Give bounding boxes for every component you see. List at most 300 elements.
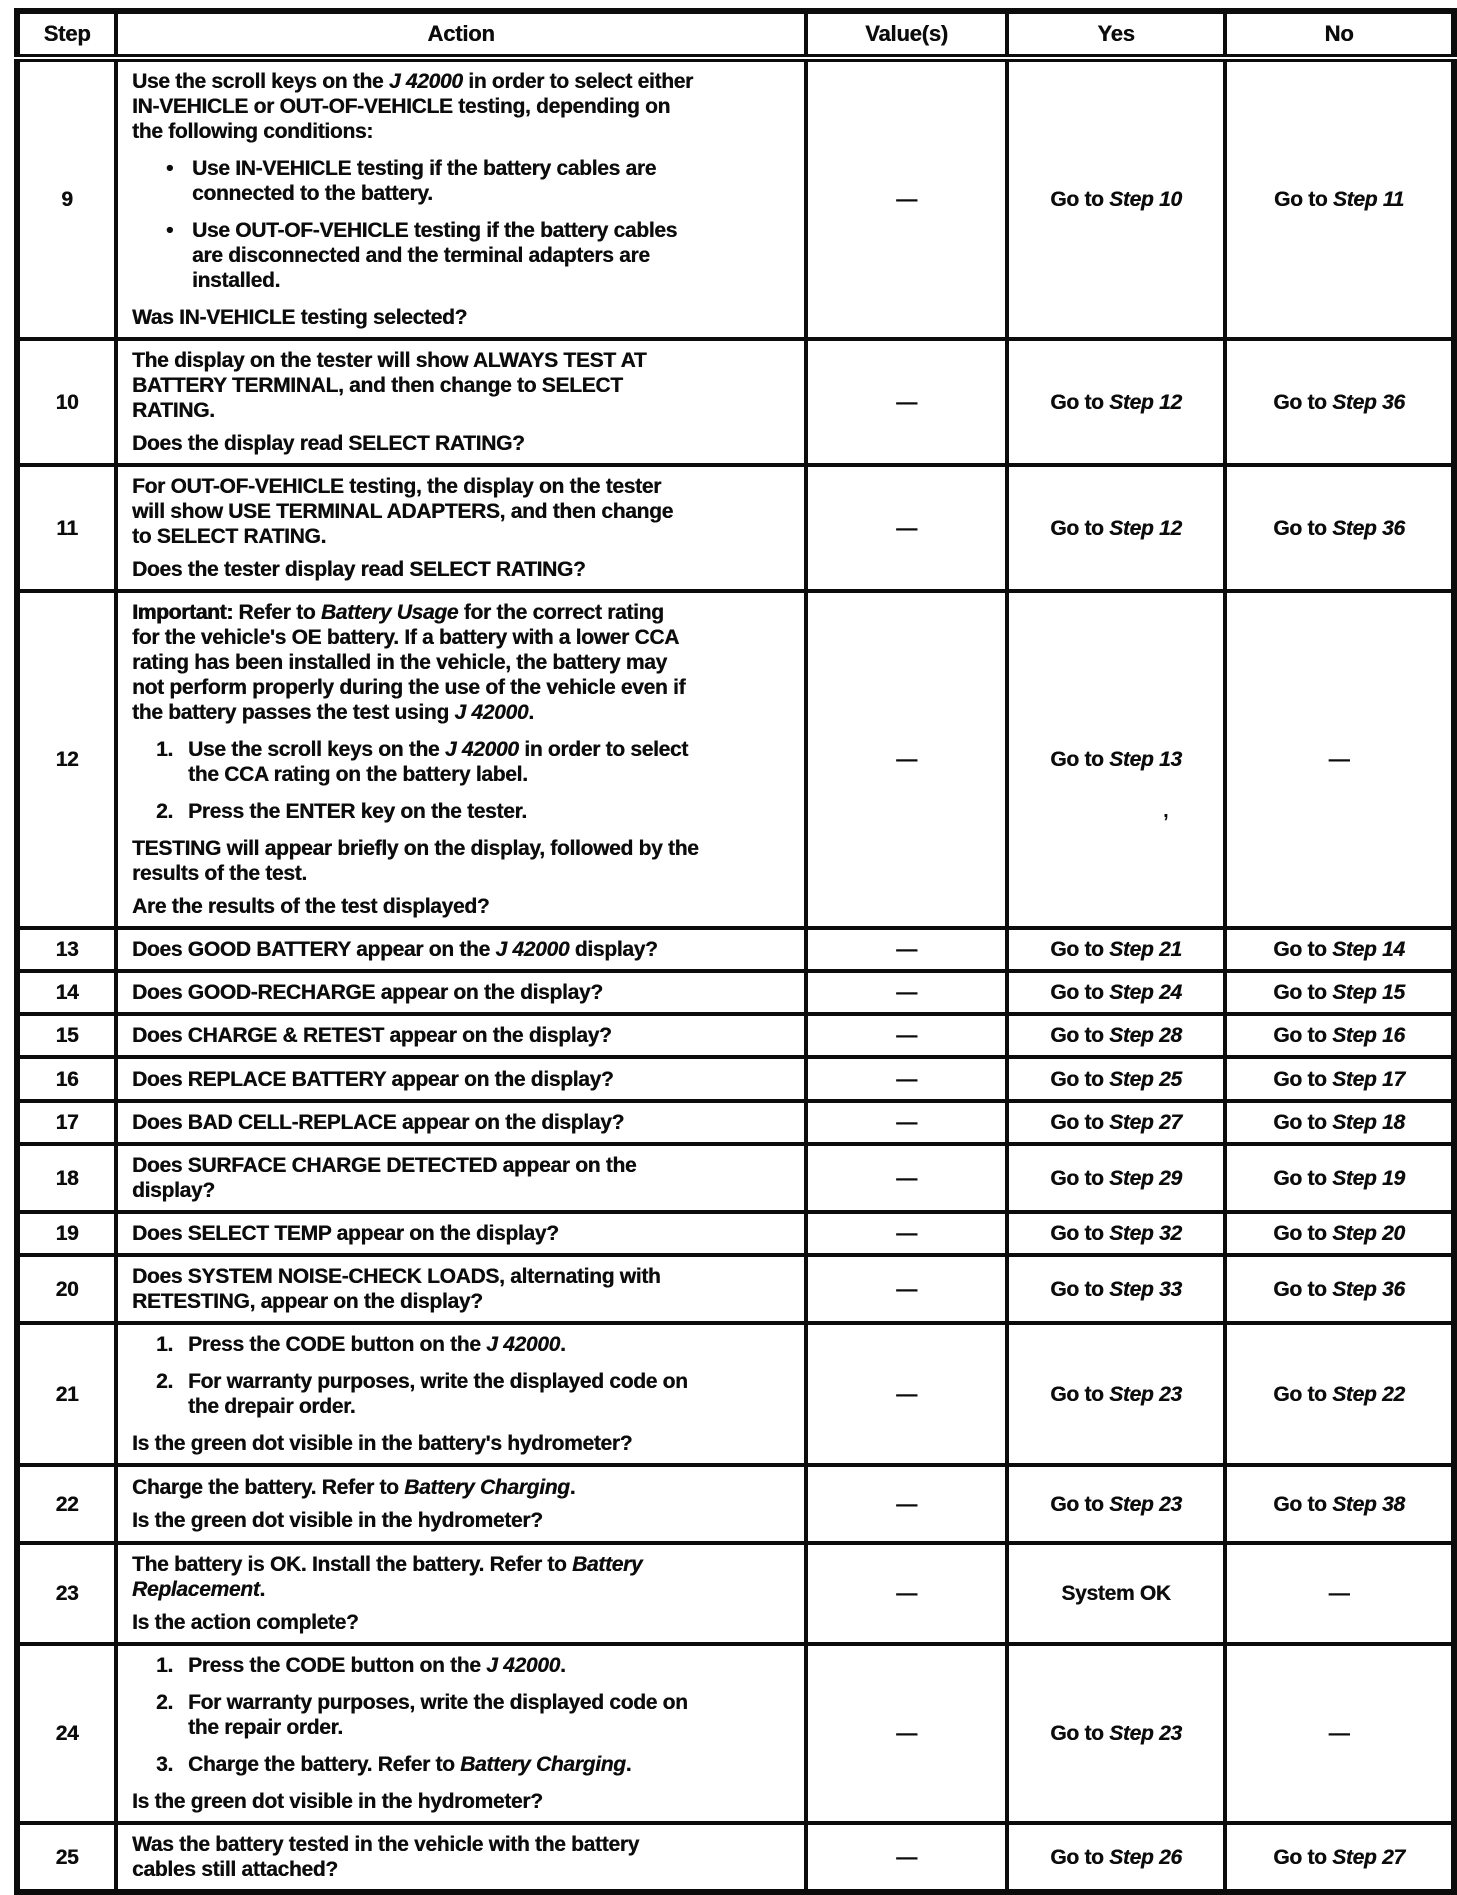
- numbered-item: [132, 737, 796, 787]
- text-segment: Go to: [1050, 1067, 1110, 1091]
- action-paragraph: [132, 937, 796, 962]
- text-segment: IN-VEHICLE or OUT-OF-VEHICLE testing, depending on: [132, 95, 670, 118]
- action-cell: [116, 591, 806, 928]
- text-segment: Go to: [1050, 748, 1110, 771]
- text-segment: Is the action complete?: [132, 1611, 359, 1634]
- list-item-text: [188, 1752, 796, 1777]
- text-segment: Does CHARGE & RETEST appear on the display?: [132, 1024, 612, 1047]
- text-segment: —: [896, 1111, 917, 1134]
- action-cell: [116, 1543, 806, 1644]
- text-segment: The battery is OK. Install the battery. Refer to: [132, 1553, 573, 1576]
- text-segment: Go to: [1050, 938, 1110, 961]
- text-segment: for the vehicle's OE battery. If a battery with a lower CCA: [132, 626, 680, 649]
- action-cell: [116, 928, 806, 971]
- text-segment: J 42000: [486, 1654, 560, 1677]
- number-marker: 1.: [156, 1654, 173, 1677]
- yes-cell: [1007, 1101, 1225, 1144]
- text-segment: will show USE TERMINAL ADAPTERS, and then change: [132, 500, 673, 523]
- text-segment: Go to: [1273, 938, 1333, 961]
- text-segment: Step 25: [1109, 1067, 1182, 1091]
- action-paragraph: [132, 1475, 796, 1500]
- text-segment: Replacement: [132, 1578, 260, 1601]
- table-row-step-21: [17, 1323, 1454, 1465]
- no-cell: [1225, 1057, 1454, 1101]
- text-segment: Important:: [132, 601, 233, 624]
- text-segment: Does BAD CELL-REPLACE appear on the display?: [132, 1111, 625, 1134]
- table-row-step-15: [17, 1014, 1454, 1057]
- text-segment: in order to select: [518, 738, 689, 761]
- step-cell: 17: [17, 1101, 116, 1144]
- text-segment: Go to: [1273, 1024, 1333, 1047]
- action-cell: [116, 1323, 806, 1465]
- text-segment: Go to: [1273, 981, 1333, 1004]
- text-segment: installed.: [192, 269, 281, 292]
- step-cell: 22: [17, 1465, 116, 1543]
- text-segment: —: [896, 748, 917, 771]
- text-segment: .: [559, 1333, 566, 1356]
- text-segment: Step 19: [1332, 1166, 1405, 1190]
- action-paragraph: [132, 474, 796, 549]
- text-segment: Is the green dot visible in the battery's hydrometer?: [132, 1432, 633, 1455]
- text-segment: connected to the battery.: [192, 182, 433, 205]
- text-segment: Step 12: [1109, 516, 1182, 540]
- text-segment: Go to: [1050, 516, 1110, 540]
- text-segment: —: [896, 516, 917, 540]
- text-segment: the drepair order.: [188, 1395, 356, 1418]
- step-cell: 15: [17, 1014, 116, 1057]
- text-segment: rating has been installed in the vehicle, the battery may: [132, 651, 667, 674]
- text-segment: Was IN-VEHICLE testing selected?: [132, 306, 468, 329]
- text-segment: —: [896, 1845, 917, 1869]
- text-segment: Step 18: [1332, 1111, 1405, 1134]
- text-segment: the battery passes the test using: [132, 701, 455, 724]
- text-segment: Go to: [1273, 1111, 1333, 1134]
- step-cell: 14: [17, 971, 116, 1014]
- text-segment: Go to: [1273, 1166, 1333, 1190]
- text-segment: Go to: [1274, 188, 1333, 211]
- text-segment: —: [896, 1492, 917, 1516]
- text-segment: Step 17: [1332, 1067, 1405, 1091]
- yes-cell: [1007, 58, 1225, 339]
- no-cell: [1225, 1212, 1454, 1255]
- value-cell: [806, 465, 1007, 591]
- value-cell: [806, 1543, 1007, 1644]
- text-segment: —: [896, 1166, 917, 1190]
- text-segment: Does SYSTEM NOISE-CHECK LOADS, alternating with: [132, 1265, 661, 1288]
- table-row-step-25: [17, 1823, 1454, 1892]
- yes-cell: [1007, 1323, 1225, 1465]
- yes-cell: [1007, 928, 1225, 971]
- text-segment: Press the CODE button on the: [188, 1654, 487, 1677]
- action-paragraph: [132, 1153, 796, 1203]
- text-segment: BATTERY TERMINAL, and then change to SELECT: [132, 374, 623, 397]
- text-segment: Go to: [1273, 1492, 1333, 1516]
- text-segment: Does GOOD-RECHARGE appear on the display?: [132, 981, 603, 1004]
- no-cell: [1225, 928, 1454, 971]
- text-segment: Step 16: [1332, 1024, 1405, 1047]
- text-segment: Step 10: [1109, 188, 1182, 211]
- text-segment: results of the test.: [132, 862, 307, 885]
- action-paragraph: [132, 600, 796, 725]
- no-cell: [1225, 58, 1454, 339]
- yes-cell: [1007, 1255, 1225, 1323]
- text-segment: Step 12: [1109, 390, 1182, 414]
- text-segment: Does the tester display read SELECT RATING?: [132, 558, 586, 581]
- text-segment: the following conditions:: [132, 120, 373, 143]
- step-cell: 18: [17, 1144, 116, 1212]
- list-item-text: [192, 156, 796, 206]
- text-segment: For OUT-OF-VEHICLE testing, the display on the tester: [132, 475, 661, 498]
- text-segment: Go to: [1050, 390, 1110, 414]
- text-segment: Charge the battery. Refer to: [132, 1476, 405, 1499]
- action-paragraph: [132, 1221, 796, 1246]
- text-segment: Battery: [572, 1553, 643, 1576]
- action-paragraph: [132, 348, 796, 423]
- numbered-item: [132, 1332, 796, 1357]
- value-cell: [806, 1255, 1007, 1323]
- numbered-item: [132, 1653, 796, 1678]
- action-cell: [116, 1014, 806, 1057]
- action-paragraph: [132, 1110, 796, 1135]
- text-segment: —: [896, 1722, 917, 1745]
- action-paragraph: [132, 1508, 796, 1533]
- step-cell: 24: [17, 1644, 116, 1823]
- text-segment: Refer to: [232, 601, 321, 624]
- column-header-step: Step: [17, 11, 116, 58]
- action-cell: [116, 1465, 806, 1543]
- action-paragraph: [132, 305, 796, 330]
- text-segment: Go to: [1273, 1845, 1333, 1869]
- list-item-text: [188, 1690, 796, 1740]
- text-segment: Go to: [1050, 1492, 1110, 1516]
- text-segment: Step 32: [1109, 1222, 1182, 1245]
- table-row-step-22: [17, 1465, 1454, 1543]
- step-cell: 11: [17, 465, 116, 591]
- no-cell: [1225, 1465, 1454, 1543]
- text-segment: Use the scroll keys on the: [188, 738, 445, 761]
- text-segment: Battery Usage: [320, 601, 459, 624]
- text-segment: Press the ENTER key on the tester.: [188, 800, 527, 823]
- text-segment: Step 21: [1109, 938, 1182, 961]
- text-segment: J 42000: [495, 938, 570, 961]
- text-segment: .: [559, 1654, 566, 1677]
- value-cell: [806, 1014, 1007, 1057]
- text-segment: System OK: [1061, 1582, 1171, 1605]
- text-segment: —: [896, 981, 917, 1004]
- table-row-step-9: [17, 58, 1454, 339]
- text-segment: RETESTING, appear on the display?: [132, 1290, 483, 1313]
- list-item-text: [188, 1653, 796, 1678]
- text-segment: Step 27: [1332, 1845, 1405, 1869]
- value-cell: [806, 1823, 1007, 1892]
- step-cell: 16: [17, 1057, 116, 1101]
- text-segment: Step 28: [1109, 1024, 1182, 1047]
- action-paragraph: [132, 980, 796, 1005]
- column-header-action: Action: [116, 11, 806, 58]
- text-segment: Step 15: [1332, 981, 1405, 1004]
- text-segment: the repair order.: [188, 1716, 343, 1739]
- step-cell: 13: [17, 928, 116, 971]
- text-segment: Go to: [1273, 1277, 1333, 1301]
- value-cell: [806, 339, 1007, 465]
- yes-cell: [1007, 1543, 1225, 1644]
- action-cell: [116, 339, 806, 465]
- column-header-no: No: [1225, 11, 1454, 58]
- text-segment: Step 24: [1109, 981, 1182, 1004]
- value-cell: [806, 1212, 1007, 1255]
- bullet-item: [132, 156, 796, 206]
- action-cell: [116, 971, 806, 1014]
- step-cell: 19: [17, 1212, 116, 1255]
- scan-artifact: ,: [1163, 800, 1169, 823]
- text-segment: Go to: [1050, 1024, 1110, 1047]
- bullet-marker: •: [166, 219, 174, 242]
- text-segment: Go to: [1050, 1722, 1110, 1745]
- text-segment: Go to: [1050, 1382, 1110, 1406]
- text-segment: —: [896, 1222, 917, 1245]
- text-segment: Go to: [1050, 1166, 1110, 1190]
- text-segment: —: [1328, 1722, 1350, 1745]
- text-segment: J 42000: [388, 70, 463, 93]
- yes-cell: [1007, 1057, 1225, 1101]
- number-marker: 3.: [156, 1753, 173, 1776]
- text-segment: Go to: [1273, 516, 1333, 540]
- list-item-text: [192, 218, 796, 293]
- text-segment: Step 27: [1109, 1111, 1182, 1134]
- no-cell: [1225, 1144, 1454, 1212]
- action-cell: [116, 58, 806, 339]
- text-segment: —: [896, 390, 917, 414]
- table-row-step-12: [17, 591, 1454, 928]
- numbered-item: [132, 799, 796, 824]
- list-item-text: [188, 1369, 796, 1419]
- action-cell: [116, 1144, 806, 1212]
- text-segment: Go to: [1273, 1222, 1333, 1245]
- text-segment: Was the battery tested in the vehicle with the battery: [132, 1833, 639, 1856]
- numbered-item: [132, 1369, 796, 1419]
- action-cell: [116, 1644, 806, 1823]
- value-cell: [806, 1101, 1007, 1144]
- yes-cell: [1007, 1644, 1225, 1823]
- text-segment: in order to select either: [462, 70, 693, 93]
- text-segment: Is the green dot visible in the hydrometer?: [132, 1509, 543, 1532]
- text-segment: —: [1328, 748, 1350, 771]
- action-paragraph: [132, 836, 796, 886]
- text-segment: Use the scroll keys on the: [132, 70, 389, 93]
- table-row-step-23: [17, 1543, 1454, 1644]
- action-paragraph: [132, 69, 796, 144]
- value-cell: [806, 1323, 1007, 1465]
- text-segment: —: [896, 1582, 917, 1605]
- action-paragraph: [132, 557, 796, 582]
- step-cell: 25: [17, 1823, 116, 1892]
- yes-cell: [1007, 339, 1225, 465]
- text-segment: .: [528, 701, 534, 724]
- header-row: [17, 11, 1454, 58]
- number-marker: 1.: [156, 738, 173, 761]
- text-segment: to SELECT RATING.: [132, 525, 327, 548]
- action-paragraph: [132, 1431, 796, 1456]
- bullet-item: [132, 218, 796, 293]
- table-body: [17, 58, 1454, 1892]
- text-segment: Battery Charging: [404, 1476, 570, 1499]
- text-segment: —: [896, 938, 917, 961]
- value-cell: [806, 1144, 1007, 1212]
- text-segment: .: [259, 1578, 265, 1601]
- text-segment: Step 11: [1332, 188, 1404, 211]
- text-segment: Go to: [1273, 1382, 1333, 1406]
- text-segment: TESTING will appear briefly on the display, followed by the: [132, 837, 699, 860]
- action-paragraph: [132, 1789, 796, 1814]
- text-segment: —: [896, 1382, 917, 1406]
- step-cell: 12: [17, 591, 116, 928]
- text-segment: Go to: [1050, 1845, 1110, 1869]
- text-segment: Step 23: [1109, 1492, 1182, 1516]
- yes-cell: [1007, 465, 1225, 591]
- table-row-step-11: [17, 465, 1454, 591]
- no-cell: [1225, 465, 1454, 591]
- step-cell: 23: [17, 1543, 116, 1644]
- yes-cell: [1007, 971, 1225, 1014]
- numbered-item: [132, 1752, 796, 1777]
- step-cell: 10: [17, 339, 116, 465]
- text-segment: Use OUT-OF-VEHICLE testing if the battery cables: [192, 219, 678, 242]
- action-cell: [116, 465, 806, 591]
- table-row-step-17: [17, 1101, 1454, 1144]
- number-marker: 2.: [156, 800, 173, 823]
- value-cell: [806, 591, 1007, 928]
- list-item-text: [188, 1332, 796, 1357]
- text-segment: Go to: [1273, 1067, 1333, 1091]
- list-item-text: [188, 799, 796, 824]
- text-segment: not perform properly during the use of the vehicle even if: [132, 676, 686, 699]
- text-segment: Does REPLACE BATTERY appear on the display?: [132, 1067, 614, 1091]
- step-cell: 9: [17, 58, 116, 339]
- text-segment: —: [896, 1024, 917, 1047]
- column-header-yes: Yes: [1007, 11, 1225, 58]
- text-segment: Go to: [1050, 188, 1110, 211]
- action-cell: [116, 1255, 806, 1323]
- text-segment: display?: [132, 1179, 215, 1202]
- no-cell: [1225, 1543, 1454, 1644]
- action-paragraph: [132, 1832, 796, 1882]
- text-segment: Use IN-VEHICLE testing if the battery cables are: [192, 157, 657, 180]
- value-cell: [806, 1057, 1007, 1101]
- text-segment: Step 23: [1109, 1722, 1182, 1745]
- action-paragraph: [132, 1610, 796, 1635]
- text-segment: Go to: [1050, 1111, 1110, 1134]
- text-segment: Go to: [1050, 981, 1110, 1004]
- text-segment: display?: [569, 938, 658, 961]
- no-cell: [1225, 1255, 1454, 1323]
- text-segment: J 42000: [454, 701, 529, 724]
- numbered-item: [132, 1690, 796, 1740]
- text-segment: Press the CODE button on the: [188, 1333, 487, 1356]
- value-cell: [806, 1465, 1007, 1543]
- text-segment: Battery Charging: [460, 1753, 626, 1776]
- table-row-step-10: [17, 339, 1454, 465]
- text-segment: Go to: [1273, 390, 1333, 414]
- text-segment: Go to: [1050, 1277, 1110, 1301]
- text-segment: Go to: [1050, 1222, 1110, 1245]
- table-row-step-14: [17, 971, 1454, 1014]
- text-segment: cables still attached?: [132, 1858, 338, 1881]
- text-segment: Step 20: [1332, 1222, 1405, 1245]
- number-marker: 1.: [156, 1333, 173, 1356]
- text-segment: RATING.: [132, 399, 215, 422]
- table-row-step-20: [17, 1255, 1454, 1323]
- text-segment: Charge the battery. Refer to: [188, 1753, 461, 1776]
- step-cell: 21: [17, 1323, 116, 1465]
- action-paragraph: [132, 431, 796, 456]
- no-cell: [1225, 971, 1454, 1014]
- text-segment: Step 22: [1332, 1382, 1405, 1406]
- text-segment: Step 23: [1109, 1382, 1182, 1406]
- text-segment: —: [896, 1277, 917, 1301]
- text-segment: Step 36: [1332, 390, 1405, 414]
- column-header-values: Value(s): [806, 11, 1007, 58]
- text-segment: Does the display read SELECT RATING?: [132, 432, 525, 455]
- text-segment: Does SELECT TEMP appear on the display?: [132, 1222, 559, 1245]
- action-paragraph: [132, 1264, 796, 1314]
- list-item-text: [188, 737, 796, 787]
- text-segment: .: [569, 1476, 576, 1499]
- step-cell: 20: [17, 1255, 116, 1323]
- text-segment: .: [625, 1753, 632, 1776]
- text-segment: Step 26: [1109, 1845, 1182, 1869]
- no-cell: [1225, 1014, 1454, 1057]
- value-cell: [806, 971, 1007, 1014]
- value-cell: [806, 58, 1007, 339]
- bullet-marker: •: [166, 157, 174, 180]
- text-segment: For warranty purposes, write the displayed code on: [188, 1691, 688, 1714]
- text-segment: J 42000: [486, 1333, 560, 1356]
- text-segment: Are the results of the test displayed?: [132, 895, 490, 918]
- no-cell: [1225, 1101, 1454, 1144]
- text-segment: Step 14: [1332, 938, 1405, 961]
- action-cell: [116, 1823, 806, 1892]
- action-paragraph: [132, 1552, 796, 1602]
- text-segment: Step 38: [1332, 1492, 1405, 1516]
- text-segment: The display on the tester will show ALWAYS TEST AT: [132, 349, 647, 372]
- text-segment: Step 36: [1332, 1277, 1405, 1301]
- value-cell: [806, 928, 1007, 971]
- text-segment: Is the green dot visible in the hydrometer?: [132, 1790, 543, 1813]
- text-segment: Step 33: [1109, 1277, 1182, 1301]
- no-cell: [1225, 1823, 1454, 1892]
- action-cell: [116, 1101, 806, 1144]
- action-paragraph: [132, 894, 796, 919]
- table-row-step-18: [17, 1144, 1454, 1212]
- text-segment: —: [1328, 1582, 1350, 1605]
- text-segment: Step 29: [1109, 1166, 1182, 1190]
- text-segment: For warranty purposes, write the displayed code on: [188, 1370, 688, 1393]
- no-cell: [1225, 591, 1454, 928]
- text-segment: Does SURFACE CHARGE DETECTED appear on the: [132, 1154, 637, 1177]
- text-segment: for the correct rating: [458, 601, 664, 624]
- text-segment: are disconnected and the terminal adapters are: [192, 244, 650, 267]
- no-cell: [1225, 1644, 1454, 1823]
- text-segment: Step 36: [1332, 516, 1405, 540]
- table-row-step-16: [17, 1057, 1454, 1101]
- action-cell: [116, 1212, 806, 1255]
- number-marker: 2.: [156, 1370, 173, 1393]
- yes-cell: [1007, 1823, 1225, 1892]
- text-segment: Does GOOD BATTERY appear on the: [132, 938, 496, 961]
- no-cell: [1225, 1323, 1454, 1465]
- text-segment: Step 13: [1109, 748, 1182, 771]
- yes-cell: [1007, 1465, 1225, 1543]
